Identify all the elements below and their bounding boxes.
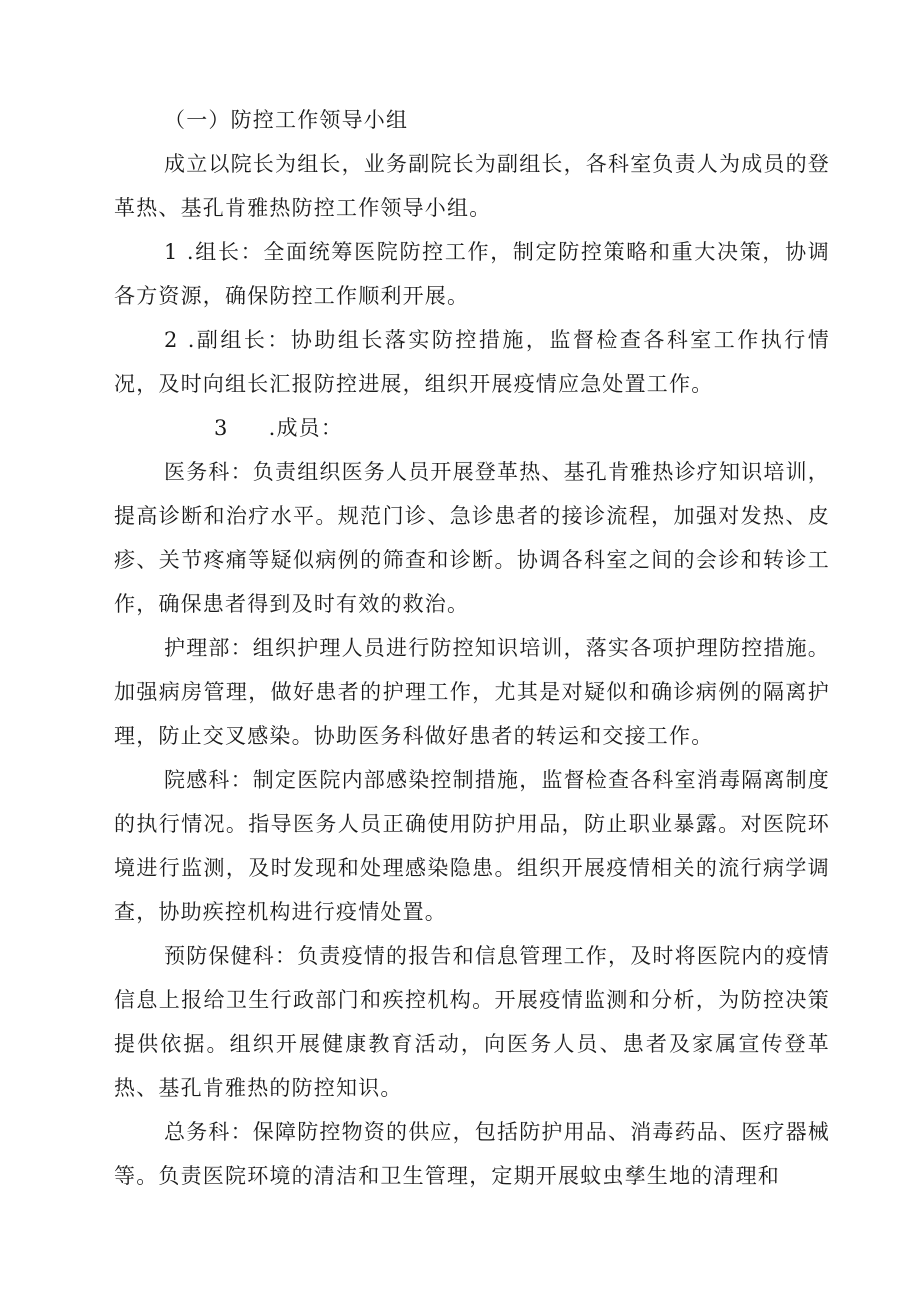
prevention-dept-paragraph: 预防保健科：负责疫情的报告和信息管理工作，及时将医院内的疫情信息上报给卫生行政部门和疾控机构。开展疫情监测和分析，为防控决策提供依据。组织开展健康教育活动，向医务人员、患者及家属宣传登革热、基孔肯雅热的防控知识。 [114, 944, 830, 1100]
item-members-number: 3 [214, 416, 229, 440]
section-heading: （一）防控工作领导小组 [164, 108, 409, 132]
item-leader: 1 .组长：全面统筹医院防控工作，制定防控策略和重大决策，协调各方资源，确保防控工作顺利开展。 [114, 240, 830, 308]
infection-dept-paragraph: 院感科：制定医院内部感染控制措施，监督检查各科室消毒隔离制度的执行情况。指导医务人员正确使用防护用品，防止职业暴露。对医院环境进行监测，及时发现和处理感染隐患。组织开展疫情相关的流行病学调查，协助疾控机构进行疫情处置。 [114, 768, 830, 924]
medical-dept-paragraph: 医务科：负责组织医务人员开展登革热、基孔肯雅热诊疗知识培训，提高诊断和治疗水平。规范门诊、急诊患者的接诊流程，加强对发热、皮疹、关节疼痛等疑似病例的筛查和诊断。协调各科室之间的会诊和转诊工作，确保患者得到及时有效的救治。 [114, 460, 830, 616]
nursing-dept-paragraph: 护理部：组织护理人员进行防控知识培训，落实各项护理防控措施。加强病房管理，做好患者的护理工作，尤其是对疑似和确诊病例的隔离护理，防止交叉感染。协助医务科做好患者的转运和交接工作。 [114, 636, 830, 748]
item-members [114, 406, 830, 450]
item-deputy-leader: 2 .副组长：协助组长落实防控措施，监督检查各科室工作执行情况，及时向组长汇报防控进展，组织开展疫情应急处置工作。 [114, 328, 830, 396]
item-members-label: .成员： [268, 416, 344, 440]
intro-paragraph: 成立以院长为组长，业务副院长为副组长，各科室负责人为成员的登革热、基孔肯雅热防控工作领导小组。 [114, 152, 830, 220]
general-dept-paragraph: 总务科：保障防控物资的供应，包括防护用品、消毒药品、医疗器械等。负责医院环境的清洁和卫生管理，定期开展蚊虫孳生地的清理和 [114, 1120, 830, 1188]
document-page [114, 98, 830, 1198]
